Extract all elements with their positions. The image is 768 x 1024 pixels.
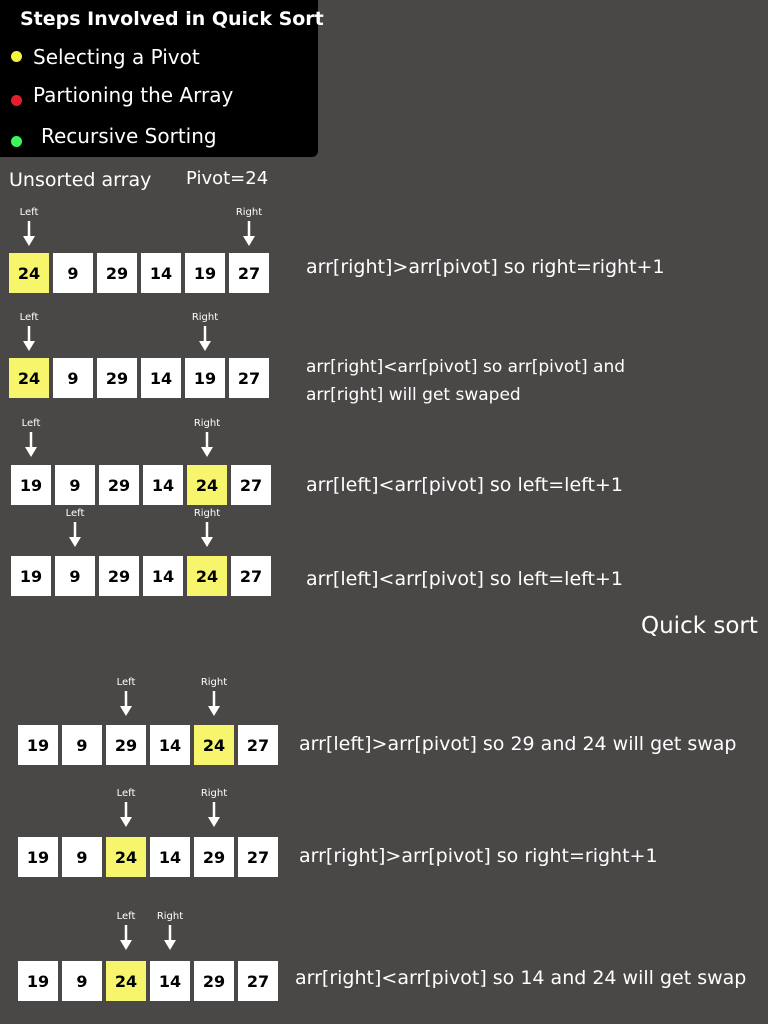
array-cell: 27: [238, 961, 278, 1001]
step-explanation-line: arr[right]<arr[pivot] so 14 and 24 will get swap: [295, 967, 747, 989]
right-pointer-label: Right: [200, 677, 228, 688]
legend-item-label: Selecting a Pivot: [33, 45, 200, 69]
array-cell: 29: [106, 725, 146, 765]
step-explanation: [306, 471, 623, 499]
right-pointer: [187, 418, 227, 458]
down-arrow-icon: [119, 925, 133, 951]
legend-title: Steps Involved in Quick Sort: [20, 8, 324, 30]
left-pointer: [106, 677, 146, 717]
array-cell: 29: [194, 961, 234, 1001]
array-cell: 19: [11, 465, 51, 505]
array-cell: 9: [62, 725, 102, 765]
left-pointer-label: Left: [116, 677, 136, 688]
array-cell: 9: [55, 556, 95, 596]
array-cell: 19: [18, 837, 58, 877]
down-arrow-icon: [68, 522, 82, 548]
legend-item-label: Partioning the Array: [33, 83, 234, 107]
array-cell: 9: [62, 961, 102, 1001]
array-cell: 29: [97, 253, 137, 293]
array-cell: 14: [143, 556, 183, 596]
step-explanation: [306, 353, 625, 409]
array-cell: 9: [55, 465, 95, 505]
step-explanation: [299, 730, 736, 758]
left-pointer-label: Left: [19, 312, 39, 323]
array-cell: 14: [150, 837, 190, 877]
right-pointer-label: Right: [193, 508, 221, 519]
array-cell: 9: [53, 358, 93, 398]
step-explanation-line: arr[right]<arr[pivot] so arr[pivot] and: [306, 357, 626, 377]
array-cell: 24: [106, 961, 146, 1001]
array-cell: 24: [9, 358, 49, 398]
legend-box: [0, 0, 324, 157]
red-dot-icon: [11, 95, 22, 106]
array-cell: 14: [141, 253, 181, 293]
array-cell: 29: [194, 837, 234, 877]
right-pointer: [150, 911, 190, 951]
left-pointer: [11, 418, 51, 458]
array-cell: 29: [99, 465, 139, 505]
down-arrow-icon: [22, 221, 36, 247]
green-dot-icon: [11, 136, 22, 147]
right-pointer-label: Right: [235, 207, 263, 218]
left-pointer-label: Left: [21, 418, 41, 429]
step-explanation-line: arr[left]>arr[pivot] so 29 and 24 will get swap: [299, 733, 737, 755]
down-arrow-icon: [119, 691, 133, 717]
right-pointer-label: Right: [156, 911, 184, 922]
down-arrow-icon: [24, 432, 38, 458]
left-pointer-label: Left: [19, 207, 39, 218]
array-cell: 19: [18, 725, 58, 765]
array-cell: 27: [231, 556, 271, 596]
right-pointer: [187, 508, 227, 548]
array-cell: 27: [229, 253, 269, 293]
left-pointer: [106, 911, 146, 951]
left-pointer: [106, 788, 146, 828]
step-explanation-line: arr[right]>arr[pivot] so right=right+1: [299, 845, 658, 867]
left-pointer: [9, 312, 49, 352]
down-arrow-icon: [119, 802, 133, 828]
array-cell: 14: [150, 725, 190, 765]
down-arrow-icon: [200, 432, 214, 458]
array-cell: 24: [9, 253, 49, 293]
array-cell: 19: [185, 253, 225, 293]
right-pointer: [194, 788, 234, 828]
array-cell: 24: [187, 556, 227, 596]
array-cell: 27: [238, 837, 278, 877]
array-cell: 14: [143, 465, 183, 505]
array-cell: 24: [194, 725, 234, 765]
pivot-label: Pivot=24: [186, 168, 269, 189]
yellow-dot-icon: [11, 51, 22, 62]
right-pointer-label: Right: [193, 418, 221, 429]
unsorted-array-label: Unsorted array: [9, 169, 152, 191]
down-arrow-icon: [163, 925, 177, 951]
right-pointer-label: Right: [200, 788, 228, 799]
array-cell: 9: [62, 837, 102, 877]
array-cell: 29: [99, 556, 139, 596]
array-cell: 24: [187, 465, 227, 505]
array-cell: 27: [238, 725, 278, 765]
step-explanation-line: arr[left]<arr[pivot] so left=left+1: [306, 474, 623, 496]
legend-item-label: Recursive Sorting: [41, 124, 217, 148]
array-cell: 19: [185, 358, 225, 398]
array-cell: 19: [18, 961, 58, 1001]
right-pointer: [229, 207, 269, 247]
step-explanation-line: arr[left]<arr[pivot] so left=left+1: [306, 568, 623, 590]
array-cell: 9: [53, 253, 93, 293]
left-pointer-label: Left: [65, 508, 85, 519]
left-pointer-label: Left: [116, 788, 136, 799]
right-pointer: [194, 677, 234, 717]
array-cell: 24: [106, 837, 146, 877]
array-cell: 29: [97, 358, 137, 398]
right-pointer-label: Right: [191, 312, 219, 323]
down-arrow-icon: [22, 326, 36, 352]
down-arrow-icon: [242, 221, 256, 247]
down-arrow-icon: [200, 522, 214, 548]
step-explanation: [295, 964, 746, 992]
step-explanation-line: arr[right]>arr[pivot] so right=right+1: [306, 256, 665, 278]
right-pointer: [185, 312, 225, 352]
array-cell: 14: [141, 358, 181, 398]
left-pointer-label: Left: [116, 911, 136, 922]
down-arrow-icon: [207, 691, 221, 717]
left-pointer: [9, 207, 49, 247]
down-arrow-icon: [198, 326, 212, 352]
step-explanation: [299, 842, 658, 870]
array-cell: 27: [231, 465, 271, 505]
step-explanation: [306, 565, 623, 593]
left-pointer: [55, 508, 95, 548]
section-title: Quick sort: [641, 613, 758, 639]
array-cell: 14: [150, 961, 190, 1001]
down-arrow-icon: [207, 802, 221, 828]
array-cell: 27: [229, 358, 269, 398]
step-explanation: [306, 253, 665, 281]
step-explanation-line: arr[right] will get swaped: [306, 385, 521, 405]
array-cell: 19: [11, 556, 51, 596]
